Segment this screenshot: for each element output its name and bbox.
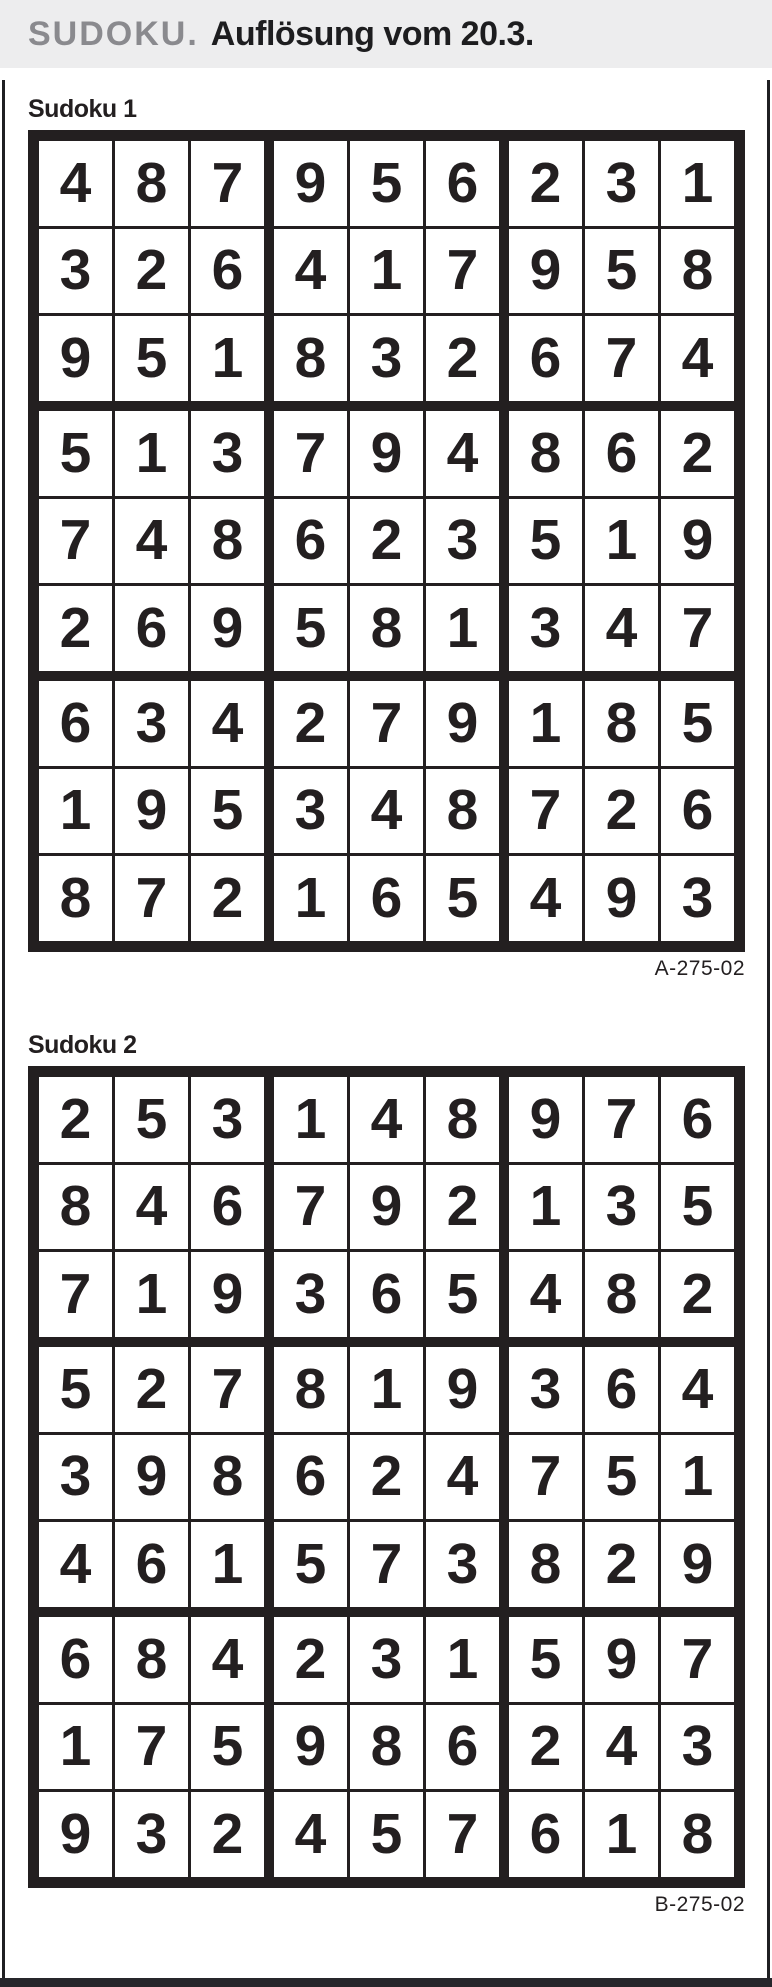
sudoku-cell-r7c6: 9 (426, 681, 499, 766)
sudoku-cell-r2c1: 8 (39, 1165, 112, 1250)
sudoku-cell-r2c7: 1 (509, 1165, 582, 1250)
sudoku-cell-r4c6: 9 (426, 1347, 499, 1432)
sudoku-cell-r8c7: 7 (509, 769, 582, 854)
sudoku-box (509, 1077, 734, 1337)
sudoku-cell-r6c2: 6 (115, 1522, 188, 1607)
sudoku-cell-r6c7: 8 (509, 1522, 582, 1607)
sudoku-cell-r3c9: 2 (661, 1252, 734, 1337)
sudoku-cell-r5c4: 6 (274, 1435, 347, 1520)
sudoku-cell-r4c8: 6 (585, 1347, 658, 1432)
sudoku-cell-r4c9: 2 (661, 411, 734, 496)
sudoku-2-grid (28, 1066, 745, 1888)
sudoku-cell-r8c2: 9 (115, 769, 188, 854)
sudoku-cell-r8c1: 1 (39, 769, 112, 854)
sudoku-2-section (28, 981, 745, 1917)
sudoku-cell-r7c3: 4 (191, 681, 264, 766)
sudoku-cell-r6c5: 7 (350, 1522, 423, 1607)
sudoku-cell-r1c2: 8 (115, 141, 188, 226)
sudoku-cell-r5c9: 1 (661, 1435, 734, 1520)
sudoku-cell-r1c4: 9 (274, 141, 347, 226)
sudoku-cell-r6c8: 4 (585, 586, 658, 671)
sudoku-cell-r9c6: 5 (426, 856, 499, 941)
sudoku-cell-r8c8: 4 (585, 1705, 658, 1790)
sudoku-cell-r7c1: 6 (39, 1617, 112, 1702)
sudoku-cell-r4c5: 1 (350, 1347, 423, 1432)
sudoku-box (274, 411, 499, 671)
sudoku-cell-r9c3: 2 (191, 1792, 264, 1877)
sudoku-cell-r2c2: 4 (115, 1165, 188, 1250)
sudoku-cell-r4c3: 7 (191, 1347, 264, 1432)
sudoku-cell-r9c8: 9 (585, 856, 658, 941)
sudoku-cell-r9c4: 4 (274, 1792, 347, 1877)
sudoku-cell-r1c6: 8 (426, 1077, 499, 1162)
sudoku-cell-r8c4: 9 (274, 1705, 347, 1790)
sudoku-cell-r5c1: 3 (39, 1435, 112, 1520)
sudoku-cell-r4c4: 8 (274, 1347, 347, 1432)
right-column-rule (767, 80, 770, 1978)
sudoku-2-code: B-275-02 (654, 1893, 745, 1916)
sudoku-cell-r8c8: 2 (585, 769, 658, 854)
sudoku-cell-r8c6: 8 (426, 769, 499, 854)
sudoku-cell-r3c6: 5 (426, 1252, 499, 1337)
sudoku-cell-r4c8: 6 (585, 411, 658, 496)
sudoku-cell-r5c4: 6 (274, 499, 347, 584)
sudoku-cell-r2c8: 3 (585, 1165, 658, 1250)
bottom-rule (0, 1978, 772, 1987)
sudoku-cell-r1c2: 5 (115, 1077, 188, 1162)
sudoku-box (274, 141, 499, 401)
sudoku-cell-r7c1: 6 (39, 681, 112, 766)
sudoku-cell-r1c4: 1 (274, 1077, 347, 1162)
sudoku-1-grid (28, 130, 745, 952)
sudoku-cell-r4c7: 3 (509, 1347, 582, 1432)
sudoku-cell-r1c7: 9 (509, 1077, 582, 1162)
sudoku-cell-r8c9: 3 (661, 1705, 734, 1790)
sudoku-cell-r3c4: 3 (274, 1252, 347, 1337)
sudoku-cell-r4c3: 3 (191, 411, 264, 496)
sudoku-box (509, 681, 734, 941)
sudoku-1-code: A-275-02 (654, 957, 745, 980)
sudoku-cell-r1c8: 3 (585, 141, 658, 226)
sudoku-box (39, 1347, 264, 1607)
sudoku-cell-r9c1: 8 (39, 856, 112, 941)
sudoku-cell-r2c6: 2 (426, 1165, 499, 1250)
section-brand: SUDOKU. (28, 14, 199, 53)
sudoku-cell-r9c7: 6 (509, 1792, 582, 1877)
sudoku-cell-r5c8: 1 (585, 499, 658, 584)
sudoku-cell-r2c9: 8 (661, 229, 734, 314)
sudoku-cell-r4c2: 2 (115, 1347, 188, 1432)
sudoku-cell-r2c4: 7 (274, 1165, 347, 1250)
sudoku-cell-r8c9: 6 (661, 769, 734, 854)
sudoku-box (509, 1347, 734, 1607)
sudoku-box (39, 1077, 264, 1337)
sudoku-cell-r6c1: 2 (39, 586, 112, 671)
sudoku-2-label: Sudoku 2 (28, 1031, 137, 1059)
sudoku-1-label: Sudoku 1 (28, 95, 137, 123)
sudoku-cell-r5c5: 2 (350, 499, 423, 584)
sudoku-box (39, 141, 264, 401)
sudoku-cell-r8c5: 4 (350, 769, 423, 854)
sudoku-cell-r2c3: 6 (191, 1165, 264, 1250)
sudoku-cell-r5c7: 7 (509, 1435, 582, 1520)
sudoku-cell-r2c9: 5 (661, 1165, 734, 1250)
sudoku-cell-r2c1: 3 (39, 229, 112, 314)
sudoku-cell-r6c6: 3 (426, 1522, 499, 1607)
sudoku-cell-r9c7: 4 (509, 856, 582, 941)
sudoku-cell-r1c5: 4 (350, 1077, 423, 1162)
sudoku-cell-r7c5: 3 (350, 1617, 423, 1702)
sudoku-cell-r6c4: 5 (274, 586, 347, 671)
sudoku-cell-r5c2: 9 (115, 1435, 188, 1520)
sudoku-cell-r2c3: 6 (191, 229, 264, 314)
sudoku-cell-r5c7: 5 (509, 499, 582, 584)
sudoku-cell-r6c4: 5 (274, 1522, 347, 1607)
sudoku-cell-r8c1: 1 (39, 1705, 112, 1790)
sudoku-cell-r3c2: 5 (115, 316, 188, 401)
sudoku-cell-r6c7: 3 (509, 586, 582, 671)
sudoku-cell-r3c5: 6 (350, 1252, 423, 1337)
sudoku-cell-r6c3: 9 (191, 586, 264, 671)
sudoku-cell-r9c2: 3 (115, 1792, 188, 1877)
sudoku-cell-r8c3: 5 (191, 1705, 264, 1790)
sudoku-cell-r5c9: 9 (661, 499, 734, 584)
sudoku-cell-r8c4: 3 (274, 769, 347, 854)
sudoku-cell-r9c2: 7 (115, 856, 188, 941)
sudoku-cell-r7c4: 2 (274, 681, 347, 766)
sudoku-cell-r1c8: 7 (585, 1077, 658, 1162)
sudoku-cell-r8c6: 6 (426, 1705, 499, 1790)
sudoku-cell-r3c4: 8 (274, 316, 347, 401)
sudoku-cell-r1c1: 4 (39, 141, 112, 226)
sudoku-box (509, 141, 734, 401)
sudoku-box (509, 411, 734, 671)
sudoku-cell-r7c4: 2 (274, 1617, 347, 1702)
sudoku-1-section (28, 68, 745, 981)
sudoku-cell-r6c3: 1 (191, 1522, 264, 1607)
sudoku-cell-r7c3: 4 (191, 1617, 264, 1702)
sudoku-box (39, 681, 264, 941)
sudoku-cell-r4c4: 7 (274, 411, 347, 496)
sudoku-cell-r5c8: 5 (585, 1435, 658, 1520)
sudoku-box (274, 681, 499, 941)
sudoku-cell-r6c9: 9 (661, 1522, 734, 1607)
sudoku-cell-r8c7: 2 (509, 1705, 582, 1790)
sudoku-box (274, 1617, 499, 1877)
sudoku-box (274, 1077, 499, 1337)
sudoku-cell-r4c1: 5 (39, 411, 112, 496)
sudoku-cell-r2c5: 9 (350, 1165, 423, 1250)
sudoku-cell-r6c2: 6 (115, 586, 188, 671)
sudoku-cell-r8c3: 5 (191, 769, 264, 854)
sudoku-cell-r2c7: 9 (509, 229, 582, 314)
sudoku-cell-r5c5: 2 (350, 1435, 423, 1520)
sudoku-cell-r3c8: 8 (585, 1252, 658, 1337)
sudoku-box (509, 1617, 734, 1877)
sudoku-cell-r2c2: 2 (115, 229, 188, 314)
sudoku-box (39, 1617, 264, 1877)
sudoku-cell-r4c9: 4 (661, 1347, 734, 1432)
sudoku-cell-r6c6: 1 (426, 586, 499, 671)
sudoku-cell-r8c5: 8 (350, 1705, 423, 1790)
sudoku-cell-r3c3: 1 (191, 316, 264, 401)
sudoku-cell-r3c8: 7 (585, 316, 658, 401)
sudoku-cell-r5c3: 8 (191, 1435, 264, 1520)
sudoku-cell-r9c1: 9 (39, 1792, 112, 1877)
sudoku-cell-r9c9: 8 (661, 1792, 734, 1877)
sudoku-cell-r7c2: 8 (115, 1617, 188, 1702)
sudoku-cell-r7c7: 1 (509, 681, 582, 766)
sudoku-cell-r7c5: 7 (350, 681, 423, 766)
sudoku-cell-r3c1: 7 (39, 1252, 112, 1337)
page-header (0, 0, 772, 68)
sudoku-cell-r7c9: 7 (661, 1617, 734, 1702)
sudoku-cell-r2c5: 1 (350, 229, 423, 314)
sudoku-cell-r7c2: 3 (115, 681, 188, 766)
sudoku-cell-r4c1: 5 (39, 1347, 112, 1432)
sudoku-cell-r1c3: 3 (191, 1077, 264, 1162)
sudoku-cell-r3c7: 6 (509, 316, 582, 401)
left-column-rule (2, 80, 5, 1978)
content-column (28, 68, 745, 1917)
sudoku-cell-r7c7: 5 (509, 1617, 582, 1702)
sudoku-cell-r3c9: 4 (661, 316, 734, 401)
sudoku-cell-r3c5: 3 (350, 316, 423, 401)
sudoku-cell-r9c5: 6 (350, 856, 423, 941)
sudoku-cell-r1c9: 1 (661, 141, 734, 226)
sudoku-cell-r1c5: 5 (350, 141, 423, 226)
sudoku-cell-r8c2: 7 (115, 1705, 188, 1790)
page-title: Auflösung vom 20.3. (210, 14, 534, 53)
sudoku-cell-r1c6: 6 (426, 141, 499, 226)
sudoku-cell-r5c6: 4 (426, 1435, 499, 1520)
sudoku-cell-r5c3: 8 (191, 499, 264, 584)
sudoku-cell-r5c1: 7 (39, 499, 112, 584)
sudoku-cell-r9c4: 1 (274, 856, 347, 941)
sudoku-cell-r1c1: 2 (39, 1077, 112, 1162)
sudoku-cell-r2c6: 7 (426, 229, 499, 314)
sudoku-cell-r9c3: 2 (191, 856, 264, 941)
sudoku-cell-r3c1: 9 (39, 316, 112, 401)
sudoku-cell-r4c7: 8 (509, 411, 582, 496)
sudoku-cell-r1c7: 2 (509, 141, 582, 226)
sudoku-cell-r2c4: 4 (274, 229, 347, 314)
sudoku-cell-r6c9: 7 (661, 586, 734, 671)
sudoku-cell-r5c6: 3 (426, 499, 499, 584)
sudoku-cell-r6c1: 4 (39, 1522, 112, 1607)
sudoku-cell-r7c9: 5 (661, 681, 734, 766)
sudoku-cell-r7c8: 8 (585, 681, 658, 766)
sudoku-cell-r2c8: 5 (585, 229, 658, 314)
sudoku-cell-r4c6: 4 (426, 411, 499, 496)
sudoku-cell-r3c6: 2 (426, 316, 499, 401)
sudoku-cell-r1c3: 7 (191, 141, 264, 226)
sudoku-cell-r9c9: 3 (661, 856, 734, 941)
sudoku-cell-r9c5: 5 (350, 1792, 423, 1877)
sudoku-box (274, 1347, 499, 1607)
sudoku-cell-r3c3: 9 (191, 1252, 264, 1337)
sudoku-cell-r6c5: 8 (350, 586, 423, 671)
sudoku-cell-r3c7: 4 (509, 1252, 582, 1337)
sudoku-cell-r9c8: 1 (585, 1792, 658, 1877)
sudoku-cell-r5c2: 4 (115, 499, 188, 584)
sudoku-cell-r7c8: 9 (585, 1617, 658, 1702)
sudoku-cell-r1c9: 6 (661, 1077, 734, 1162)
sudoku-cell-r6c8: 2 (585, 1522, 658, 1607)
sudoku-cell-r4c2: 1 (115, 411, 188, 496)
sudoku-cell-r3c2: 1 (115, 1252, 188, 1337)
sudoku-cell-r9c6: 7 (426, 1792, 499, 1877)
sudoku-box (39, 411, 264, 671)
sudoku-cell-r7c6: 1 (426, 1617, 499, 1702)
sudoku-cell-r4c5: 9 (350, 411, 423, 496)
